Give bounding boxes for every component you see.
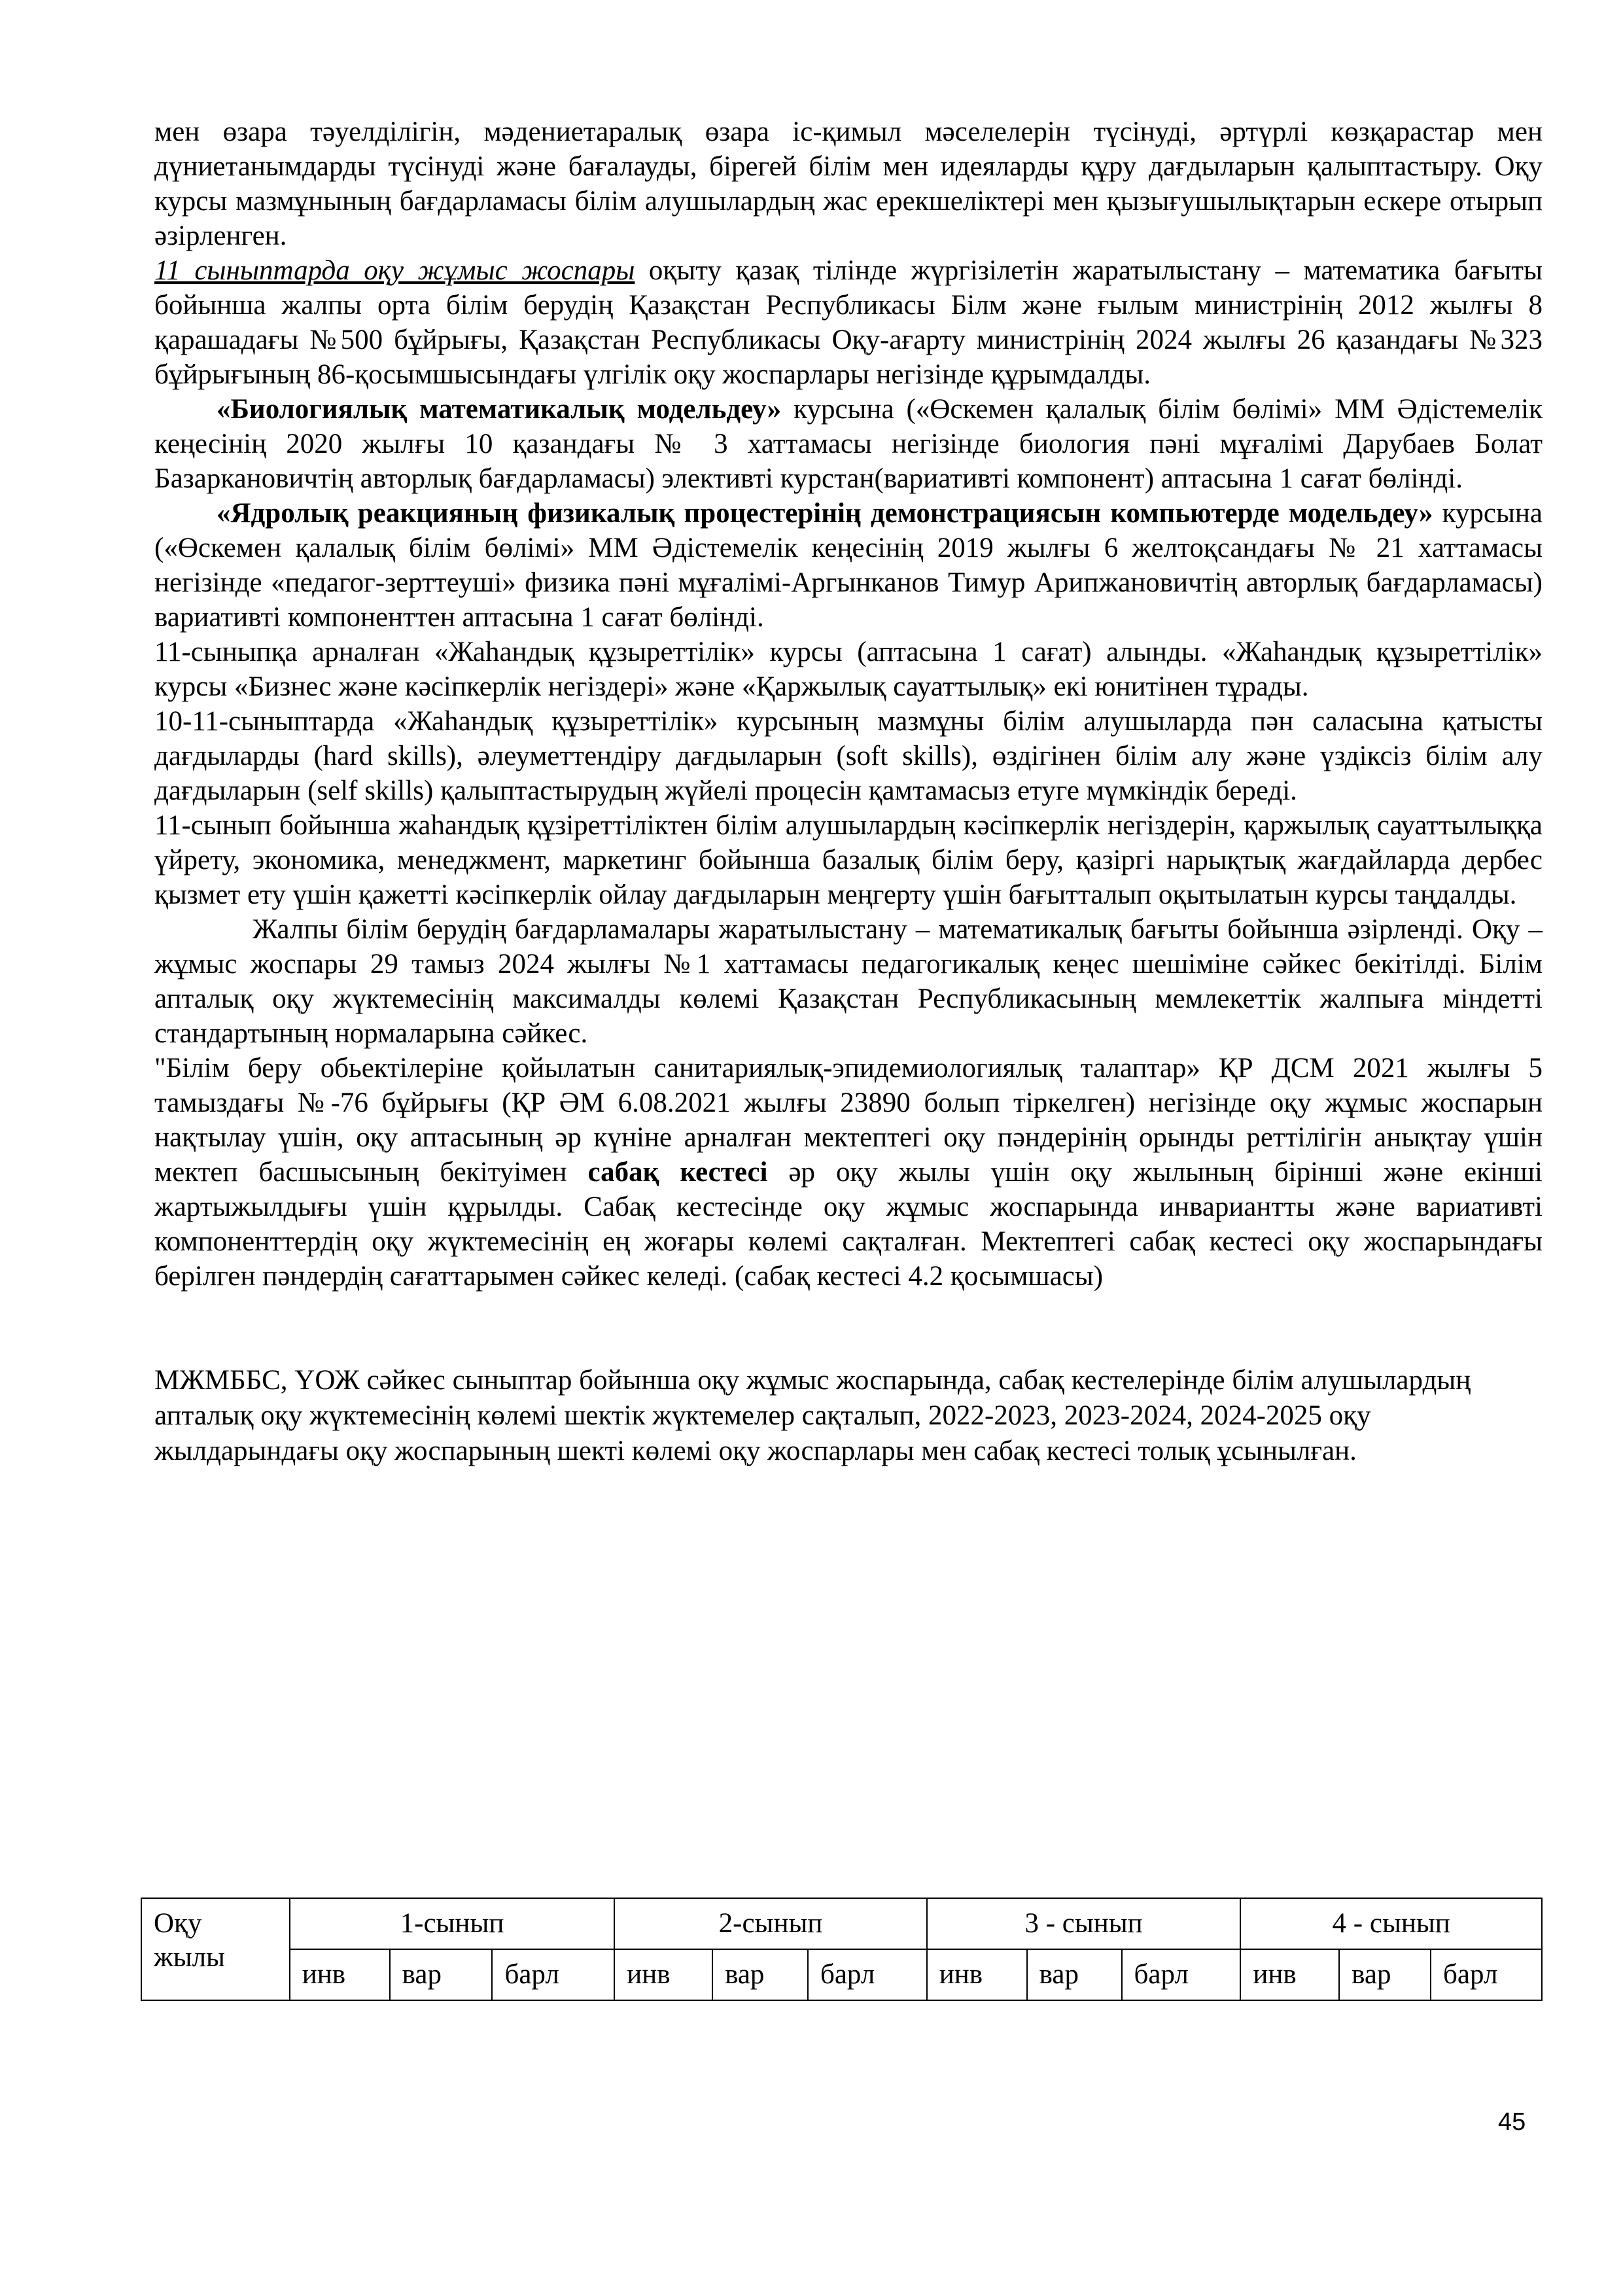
header-year: Оқу жылы bbox=[141, 1898, 290, 2000]
paragraph-programs: Жалпы білім берудің бағдарламалары жаратылыстану – математикалық бағыты бойынша әзірленді. Оқу –жұмыс жоспары 29 тамыз 2024 жылғы №1 хаттамасы педагогикалық кеңес шешіміне сәйкес бекітілді. Білім апталық оқу жүктемесінің максималды көлемі Қазақстан Республикасының мемлекеттік жалпыға міндетті стандартының нормаларына сәйкес. bbox=[154, 914, 1543, 1049]
sub-inv: инв bbox=[290, 1949, 390, 2000]
load-table bbox=[141, 1898, 1543, 2001]
page-number: 45 bbox=[1498, 2108, 1526, 2136]
sanitary-text-b: әр оқу жылы үшін оқу жылының бірінші және екінші жартыжылдығы үшін құрылды. Сабақ кестесінде оқу жұмыс жоспарында инвариантты және вариативті компоненттердің оқу жүктемесінің ең жоғары көлемі сақталған. Мектептегі сабақ кестесі оқу жоспарындағы берілген пәндердің сағаттарымен сәйкес келеді. (сабақ кестесі 4.2 қосымшасы) bbox=[154, 1157, 1543, 1292]
header-grade-3: 3 - сынып bbox=[927, 1898, 1241, 1949]
study-plan-heading: 11 сыныптарда оқу жұмыс жоспары bbox=[154, 255, 635, 286]
paragraph-global-competence: 11-сыныпқа арналған «Жаһандық құзыреттілік» курсы (аптасына 1 сағат) алынды. «Жаһандық құзыреттілік» курсы «Бизнес және кәсіпкерлік негіздері» және «Қаржылық сауаттылық» екі юнитінен тұрады. bbox=[154, 637, 1543, 702]
sub-var: вар bbox=[712, 1949, 808, 2000]
paragraph-skills: 10-11-сыныптарда «Жаһандық құзыреттілік» курсының мазмұны білім алушыларда пән саласына қатысты дағдыларды (hard skills), әлеуметтендіру дағдыларын (soft skills), өздігінен білім алу және үздіксіз білім алу дағдыларын (self skills) қалыптастырудың жүйелі процесін қамтамасыз етуге мүмкіндік береді. bbox=[154, 706, 1543, 806]
sub-inv: инв bbox=[927, 1949, 1027, 2000]
paragraph-physics-course bbox=[154, 496, 1543, 635]
sub-var: вар bbox=[1339, 1949, 1431, 2000]
sanitary-text-a: "Білім беру обьектілеріне қойылатын санитариялық-эпидемиологиялық талаптар» ҚР ДСМ 2021 жылғы 5 тамыздағы №-76 бұйрығы (ҚР ӘМ 6.08.2021 жылғы 23890 болып тіркелген) негізінде оқу жұмыс жоспарын нақтылау үшін, оқу аптасының әр күніне арналған мектептегі оқу пәндерінің орынды реттілігін анықтау үшін мектеп басшысының бекітуімен bbox=[154, 1053, 1543, 1188]
sub-inv: инв bbox=[1240, 1949, 1339, 2000]
paragraph-entrepreneurship: 11-сынып бойынша жаһандық құзіреттіліктен білім алушылардың кәсіпкерлік негіздерін, қаржылық сауаттылыққа үйрету, экономика, менеджмент, маркетинг бойынша базалық білім беру, қазіргі нарықтық жағдайларда дербес қызмет ету үшін қажетті кәсіпкерлік ойлау дағдыларын меңгерту үшін бағытталып оқытылатын курсы таңдалды. bbox=[154, 810, 1543, 910]
sub-total: барл bbox=[808, 1949, 927, 2000]
paragraph-intro: мен өзара тәуелділігін, мәдениетаралық өзара іс-қимыл мәселелерін түсінуді, әртүрлі көзқарастар мен дүниетанымдарды түсінуді және бағалауды, бірегей білім мен идеяларды құру дағдыларын қалыптастыру. Оқу курсы мазмұнының бағдарламасы білім алушылардың жас ерекшеліктері мен қызығушылықтарын ескере отырып әзірленген. bbox=[154, 116, 1543, 251]
table-subheader-row bbox=[141, 1949, 1542, 2000]
spacer bbox=[154, 1294, 1543, 1363]
physics-course-title: «Ядролық реакцияның физикалық процестерінің демонстрациясын компьютерде модельдеу» bbox=[217, 498, 1433, 529]
schedule-term: сабақ кестесі bbox=[587, 1157, 768, 1188]
physics-course-text: курсына («Өскемен қалалық білім бөлімі» ММ Әдістемелік кеңесінің 2019 жылғы 6 желтоқсандағы № 21 хаттамасы негізінде «педагог-зерттеуші» физика пәні мұғалімі-Аргынканов Тимур Арипжановичтің авторлық бағдарламасы) вариативті компоненттен аптасына 1 сағат бөлінді. bbox=[154, 498, 1543, 633]
study-plan-text: оқыту қазақ тілінде жүргізілетін жаратылыстану – математика бағыты бойынша жалпы орта білім берудің Қазақстан Республикасы Білм және ғылым министрінің 2012 жылғы 8 қарашадағы №500 бұйрығы, Қазақстан Республикасы Оқу-ағарту министрінің 2024 жылғы 26 қазандағы №323 бұйрығының 86-қосымшысындағы үлгілік оқу жоспарлары негізінде құрымдалды. bbox=[154, 255, 1543, 390]
sub-total: барл bbox=[1431, 1949, 1542, 2000]
sub-total: барл bbox=[1122, 1949, 1241, 2000]
header-grade-1: 1-сынып bbox=[290, 1898, 614, 1949]
paragraph-sanitary bbox=[154, 1051, 1543, 1294]
table-header-row bbox=[141, 1898, 1542, 1949]
paragraph-study-plan bbox=[154, 253, 1543, 392]
biology-course-title: «Биологиялық математикалық модельдеу» bbox=[217, 394, 782, 425]
header-grade-4: 4 - сынып bbox=[1240, 1898, 1542, 1949]
biology-course-text: курсына («Өскемен қалалық білім бөлімі» ММ Әдістемелік кеңесінің 2020 жылғы 10 қазандағы № 3 хаттамасы негізінде биология пәні мұғалімі Дарубаев Болат Базаркановичтің авторлық бағдарламасы) элективті курстан(вариативті компонент) аптасына 1 сағат бөлінді. bbox=[154, 394, 1543, 494]
sub-var: вар bbox=[390, 1949, 493, 2000]
paragraph-biology-course bbox=[154, 392, 1543, 496]
sub-var: вар bbox=[1027, 1949, 1122, 2000]
sub-total: барл bbox=[492, 1949, 614, 2000]
sub-inv: инв bbox=[614, 1949, 712, 2000]
paragraph-load-summary: МЖМББС, ҮОЖ сәйкес сыныптар бойынша оқу жұмыс жоспарында, сабақ кестелерінде білім алушылардың апталық оқу жүктемесінің көлемі шектік жүктемелер сақталып, 2022-2023, 2023-2024, 2024-2025 оқу жылдарындағы оқу жоспарының шекті көлемі оқу жоспарлары мен сабақ кестесі толық ұсынылған. bbox=[154, 1365, 1471, 1466]
document-body bbox=[154, 115, 1543, 1469]
header-grade-2: 2-сынып bbox=[614, 1898, 927, 1949]
